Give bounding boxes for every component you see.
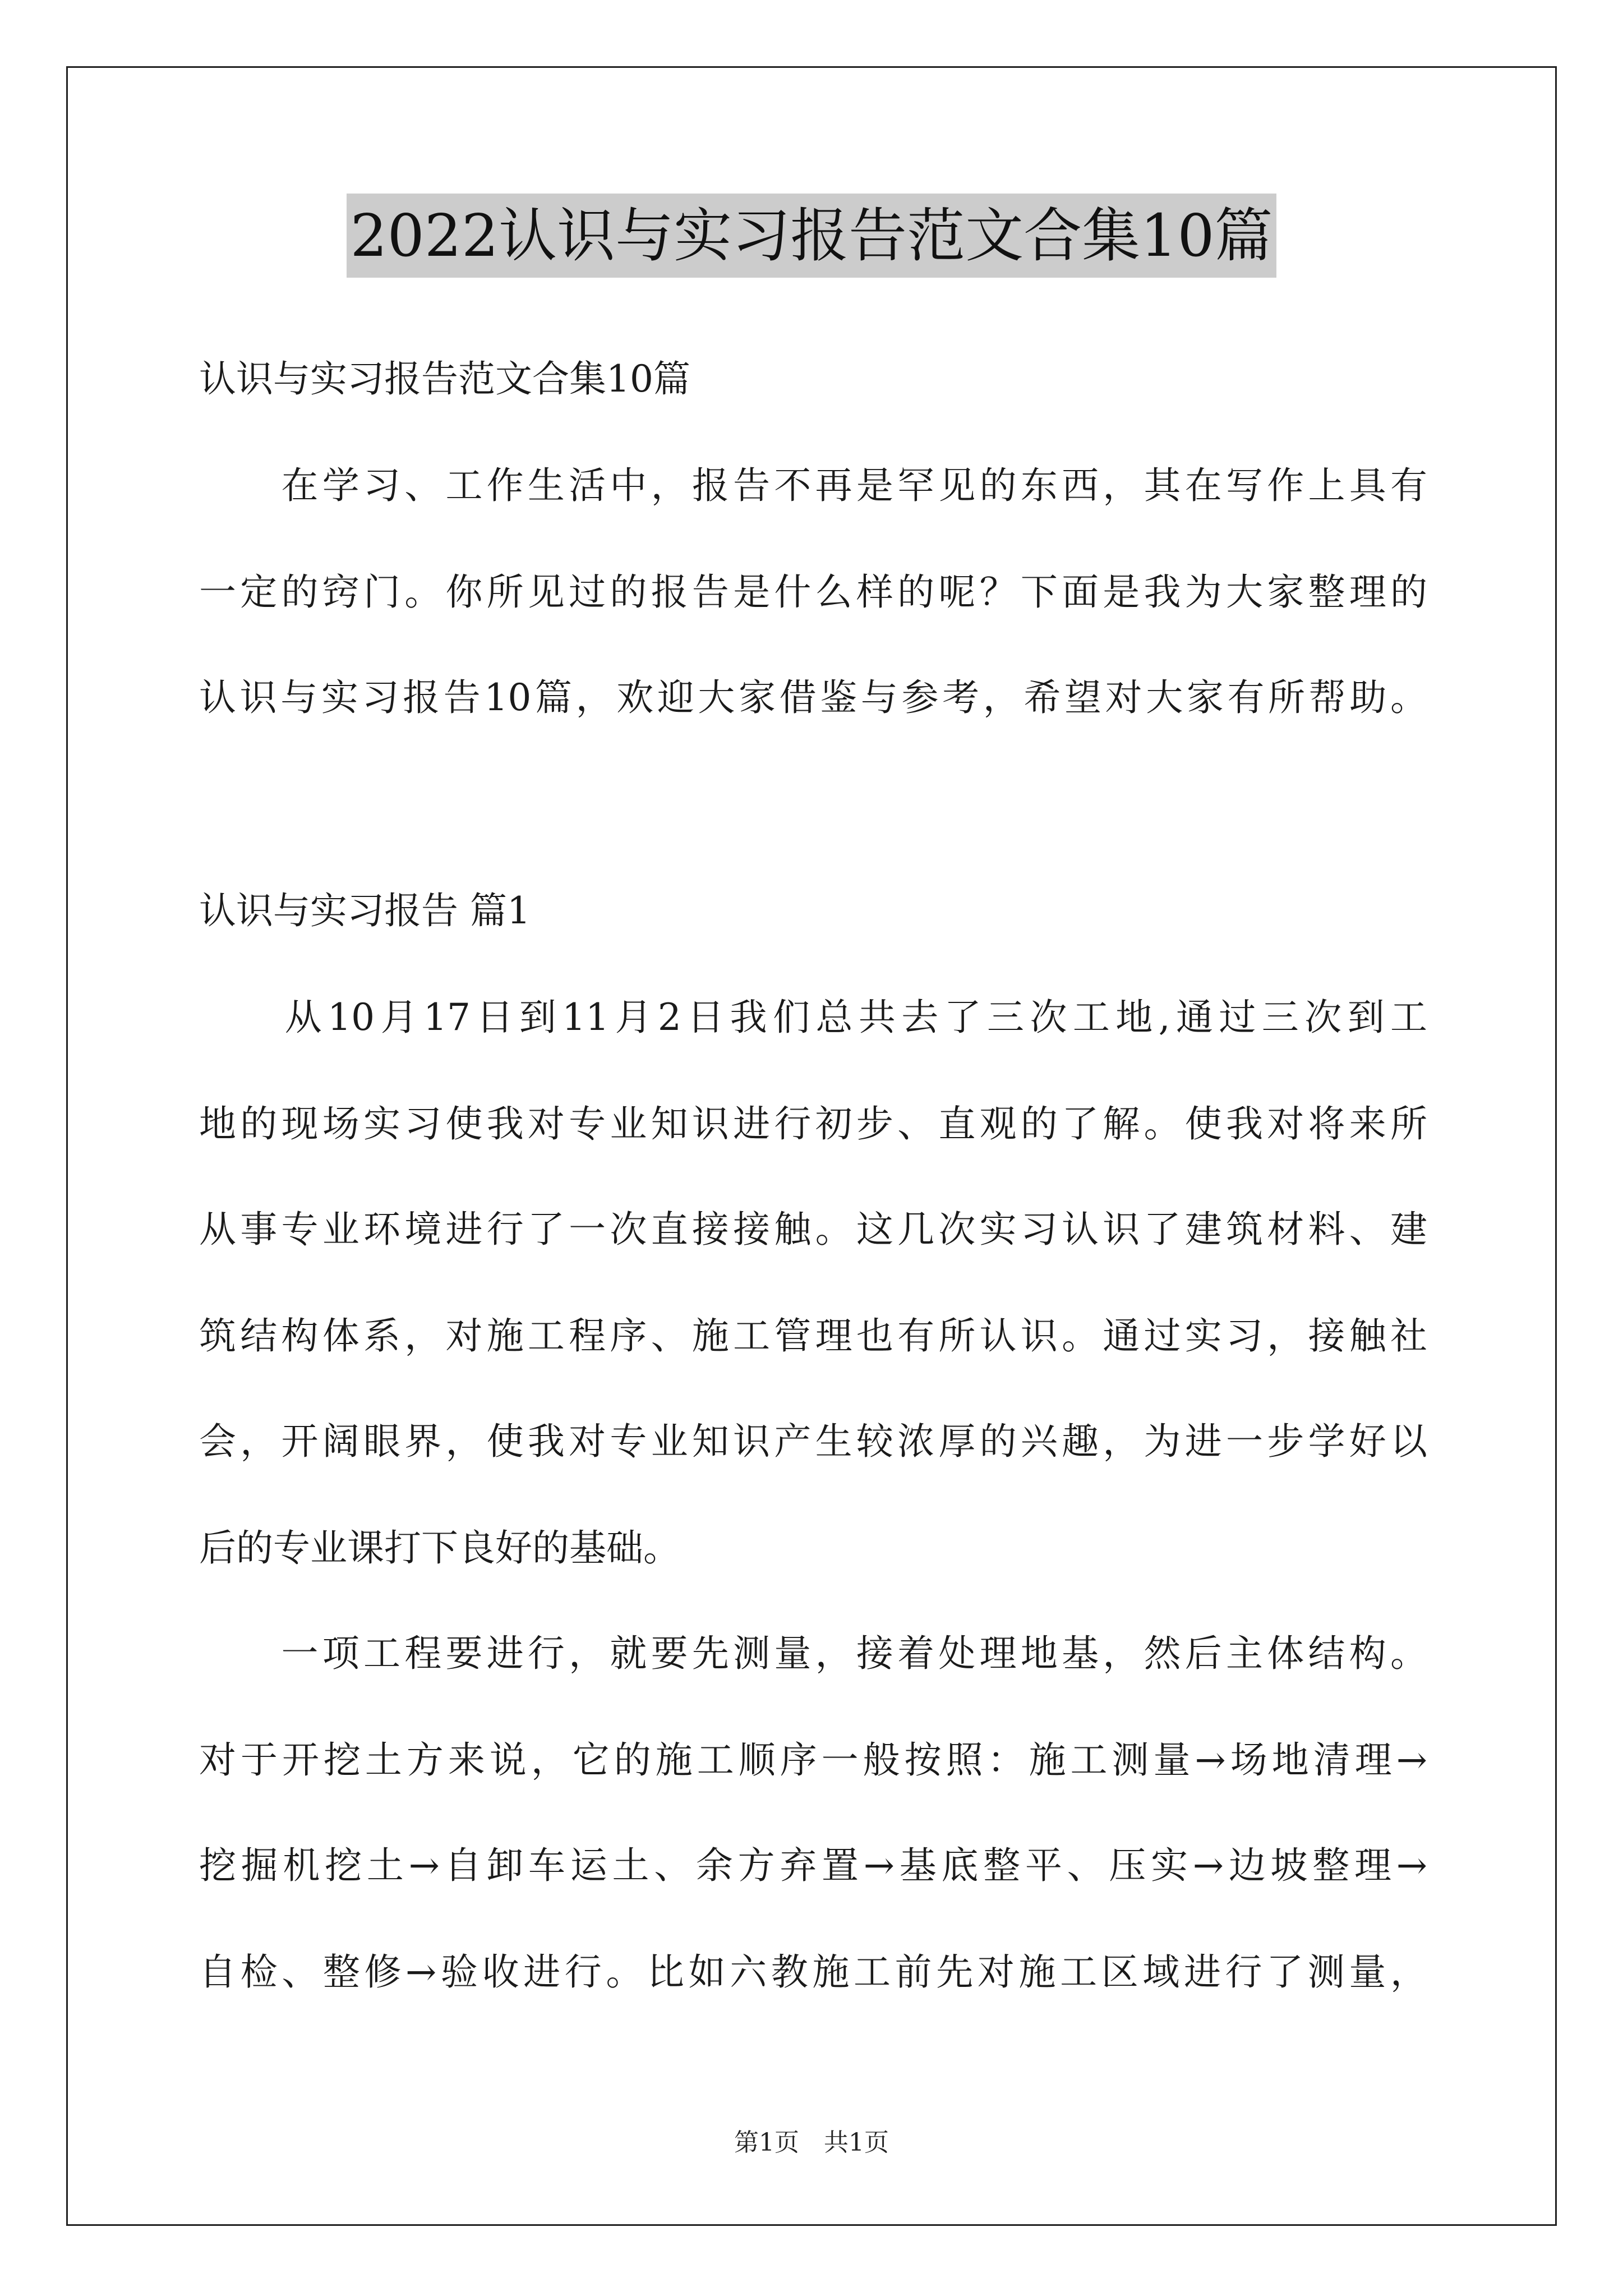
para2-line-2: 对于开挖土方来说，它的施工顺序一般按照：施工测量→场地清理→ xyxy=(199,1738,1427,1782)
intro-line-1: 在学习、工作生活中，报告不再是罕见的东西，其在写作上具有 xyxy=(199,464,1427,507)
section-heading: 认识与实习报告 篇1 xyxy=(199,889,531,932)
para2-line-4: 自检、整修→验收进行。比如六教施工前先对施工区域进行了测量， xyxy=(199,1950,1427,1994)
document-title: 2022认识与实习报告范文合集10篇 xyxy=(347,194,1276,278)
para1-line-3: 从事专业环境进行了一次直接接触。这几次实习认识了建筑材料、建 xyxy=(199,1208,1427,1251)
document-subtitle: 认识与实习报告范文合集10篇 xyxy=(199,357,690,401)
para1-line-2: 地的现场实习使我对专业知识进行初步、直观的了解。使我对将来所 xyxy=(199,1102,1427,1145)
para1-line-5: 会，开阔眼界，使我对专业知识产生较浓厚的兴趣，为进一步学好以 xyxy=(199,1420,1427,1463)
para2-line-1: 一项工程要进行，就要先测量，接着处理地基，然后主体结构。 xyxy=(199,1632,1427,1675)
title-container xyxy=(0,194,1623,278)
page-footer: 第1页 共1页 xyxy=(734,2128,889,2157)
para1-line-4: 筑结构体系，对施工程序、施工管理也有所认识。通过实习，接触社 xyxy=(199,1314,1427,1358)
para2-line-3: 挖掘机挖土→自卸车运土、余方弃置→基底整平、压实→边坡整理→ xyxy=(199,1844,1427,1887)
para1-line-1: 从10月17日到11月2日我们总共去了三次工地,通过三次到工 xyxy=(199,996,1427,1039)
intro-line-2: 一定的窍门。你所见过的报告是什么样的呢？下面是我为大家整理的 xyxy=(199,570,1427,614)
intro-line-3: 认识与实习报告10篇，欢迎大家借鉴与参考，希望对大家有所帮助。 xyxy=(199,676,1427,719)
para1-line-6: 后的专业课打下良好的基础。 xyxy=(199,1526,680,1570)
